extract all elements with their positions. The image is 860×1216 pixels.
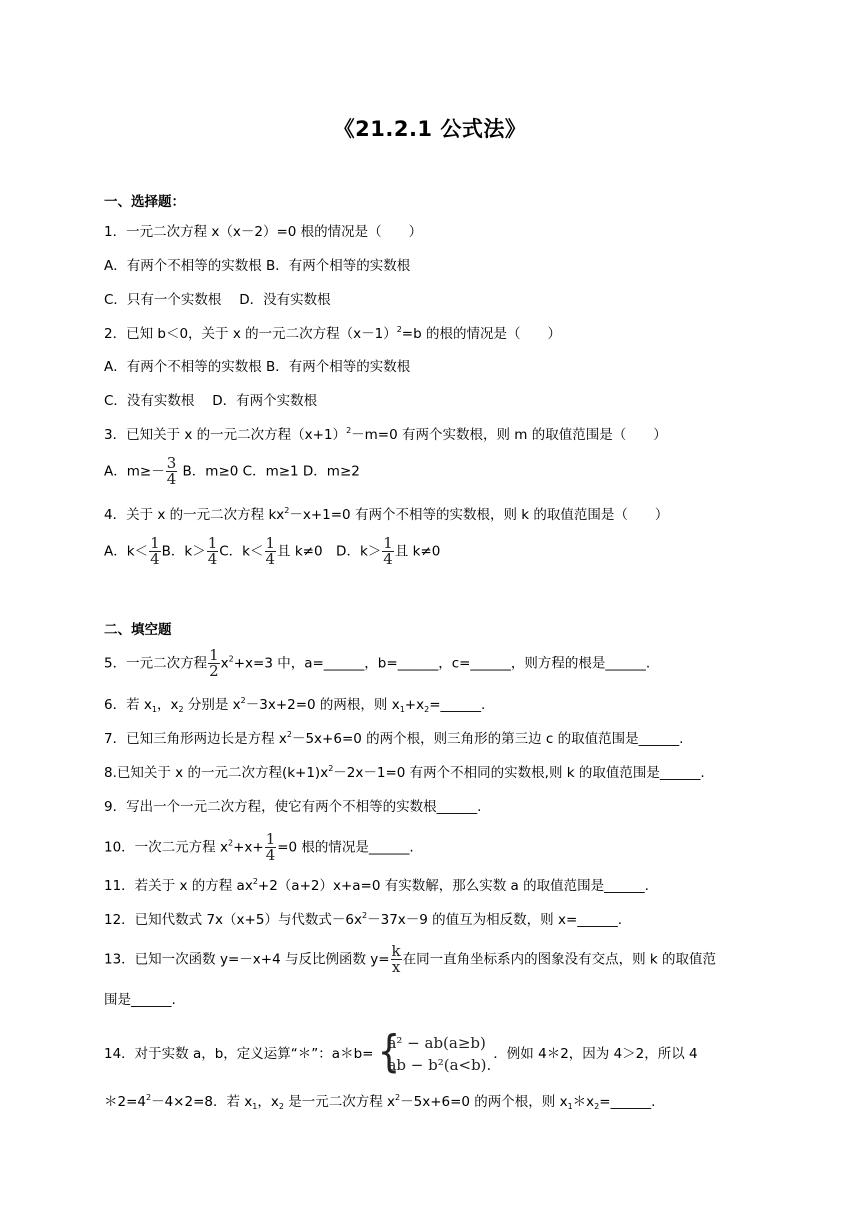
question-2-options-b: C．没有实数根 D．有两个实数根 (104, 393, 318, 409)
question-12: 12．已知代数式 7x（x+5）与代数式$-6x^2-37x-9$ 的值互为相反数，则 x=______. (104, 911, 623, 928)
question-2-options-a: A．有两个不相等的实数根 B．有两个相等的实数根 (104, 359, 411, 375)
question-6: 6．若 $x_1$，$x_2$ 分别是 $x^2-3x+2=0$ 的两根，则 $x_1+x_2=\_\_\_\_\_\_$. (104, 696, 486, 714)
fraction: $\frac{1}{4}$ (265, 534, 276, 568)
question-1-options-b: C．只有一个实数根 D．没有实数根 (104, 292, 331, 308)
section-heading-fill: 二、填空题 (104, 622, 172, 638)
question-4-options: A．k＜ $\frac{1}{4}$ B．k＞ $\frac{1}{4}$ C．k＜ $\frac{1}{4}$ 且 k≠0 D．k＞ $\frac{1}{4}$ 且 k≠0 (104, 534, 441, 568)
question-9: 9．写出一个一元二次方程，使它有两个不相等的实数根______. (104, 799, 482, 815)
question-14-continued: $*2=4^2-4\times 2=8$．若 $x_1$，$x_2$ 是一元二次方程 $x^2-5x+6=0$ 的两个根，则 $x_1*x_2=\_\_\_\_\_\_$. (104, 1093, 656, 1111)
question-1-options-a: A．有两个不相等的实数根 B．有两个相等的实数根 (104, 258, 411, 274)
fraction: $\frac{1}{2}$ (209, 646, 219, 680)
question-14: 14．对于实数 a，b，定义运算“＊”：a＊b= { a² − ab(a≥b) ab − b²(a<b). ．例如 4＊2，因为 4＞2，所以 4 (104, 1026, 698, 1077)
section-heading-choice: 一、选择题： (104, 194, 185, 210)
question-3-options: A．m≥－ $\frac{3}{4}$ B．m≥0 C．m≥1 D．m≥2 (104, 454, 360, 488)
page-title: 《21.2.1 公式法》 (333, 117, 527, 141)
fraction: $\frac{1}{4}$ (207, 534, 218, 568)
fraction: $\frac{3}{4}$ (166, 454, 177, 488)
fraction: $\frac{1}{4}$ (265, 830, 276, 864)
question-13-continued: 围是______. (104, 992, 176, 1008)
fraction: $\frac{1}{4}$ (150, 534, 160, 568)
brace-icon: { (378, 1026, 401, 1077)
question-2: 2．已知 b＜0，关于 x 的一元二次方程$(x-1)^2=b$ 的根的情况是（ ） (104, 325, 561, 342)
fraction: $\frac{1}{4}$ (383, 534, 393, 568)
question-7: 7．已知三角形两边长是方程 $x^2-5x+6=0$ 的两个根，则三角形的第三边 c 的取值范围是______. (104, 730, 684, 747)
question-13: 13．已知一次函数 y=－x+4 与反比例函数 y= $\frac{k}{x}$ 在同一直角坐标系内的图象没有交点，则 k 的取值范 (104, 942, 717, 976)
question-3: 3．已知关于 x 的一元二次方程$(x+1)^2-m=0$ 有两个实数根，则 m 的取值范围是（ ） (104, 426, 667, 443)
question-1: 1．一元二次方程 x（x－2）=0 根的情况是（ ） (104, 224, 423, 240)
question-10: 10．一次二元方程 $x^2+x+$ $\frac{1}{4}$ =0 根的情况是______. (104, 830, 414, 864)
fraction: $\frac{k}{x}$ (391, 942, 401, 976)
question-11: 11．若关于 x 的方程 $ax^2+2(a+2)x+a=0$ 有实数解，那么实数 a 的取值范围是______. (104, 877, 649, 894)
question-4: 4．关于 x 的一元二次方程 $kx^2-x+1=0$ 有两个不相等的实数根，则 k 的取值范围是（ ） (104, 506, 669, 523)
question-5: 5．一元二次方程 $\frac{1}{2}$ $x^2+x=3$ 中，a=______，b=______，c=______，则方程的根是______. (104, 646, 651, 680)
question-8: 8.已知关于 x 的一元二次方程$(k+1)x^2-2x-1=0$ 有两个不相同的实数根,则 k 的取值范围是______. (104, 764, 705, 781)
piecewise-definition: { a² − ab(a≥b) ab − b²(a<b). (378, 1026, 492, 1077)
